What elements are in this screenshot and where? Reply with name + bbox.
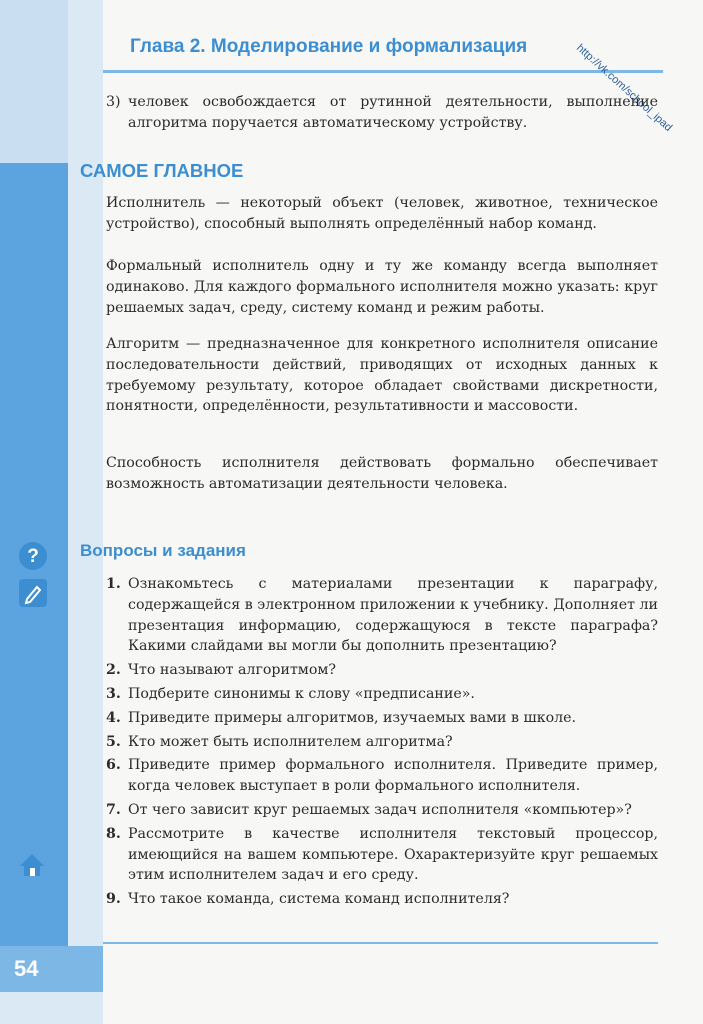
question-number: 5.	[106, 733, 121, 750]
question-number: 4.	[106, 709, 121, 726]
question-number: 1.	[106, 576, 121, 592]
question-text: От чего зависит круг решаемых задач исполнителя «компьютер»?	[128, 801, 632, 818]
question-text: Приведите примеры алгоритмов, изучаемых вами в школе.	[128, 709, 577, 726]
summary-paragraph: Алгоритм — предназначенное для конкретного исполнителя описание последовательности действий, приводящих от исходных данных к требуемому результату, которое обладает свойствами дискретности, понятности, определённости, результативности и массовости.	[106, 336, 658, 415]
summary-heading: САМОЕ ГЛАВНОЕ	[80, 160, 244, 181]
question-text: Что такое команда, система команд исполнителя?	[128, 891, 510, 908]
question-number: 8.	[106, 825, 121, 842]
question-number: 2.	[106, 662, 121, 679]
question-item	[106, 824, 658, 886]
question-text: Что называют алгоритмом?	[128, 662, 337, 679]
question-number: 3.	[106, 685, 121, 702]
question-item	[106, 660, 658, 681]
question-item	[106, 755, 658, 797]
summary-paragraph: Исполнитель — некоторый объект (человек, животное, техническое устройство), способный выполнять определённый набор команд.	[106, 195, 658, 232]
question-item	[106, 684, 658, 705]
home-icon	[18, 852, 46, 878]
svg-text:?: ?	[27, 546, 39, 567]
questions-list	[106, 574, 658, 913]
question-number: 7.	[106, 801, 121, 818]
list-item-number: 3)	[106, 94, 121, 110]
list-item-text: человек освобождается от рутинной деятельности, выполнение алгоритма поручается автоматическому устройству.	[128, 94, 658, 131]
question-number: 6.	[106, 757, 121, 774]
question-item	[106, 708, 658, 729]
list-item-3	[106, 92, 658, 134]
pencil-icon	[18, 578, 48, 608]
questions-heading: Вопросы и задания	[80, 541, 246, 560]
summary-paragraph: Способность исполнителя действовать формально обеспечивает возможность автоматизации деятельности человека.	[106, 455, 658, 492]
sidebar-top	[0, 0, 68, 163]
question-icon	[18, 541, 48, 571]
chapter-title: Глава 2. Моделирование и формализация	[130, 36, 528, 57]
question-text: Рассмотрите в качестве исполнителя текстовый процессор, имеющийся на вашем компьютере. Охарактеризуйте круг решаемых этим исполнителем задач и его среду.	[128, 825, 658, 884]
summary-paragraph: Формальный исполнитель одну и ту же команду всегда выполняет одинаково. Для каждого формального исполнителя можно указать: круг решаемых задач, среду, систему команд и режим работы.	[106, 258, 658, 316]
question-item	[106, 732, 658, 753]
footer-rule	[103, 942, 658, 944]
watermark-link[interactable]: http://vk.com/school_ipad	[573, 42, 675, 134]
question-item	[106, 889, 658, 910]
question-text: Ознакомьтесь с материалами презентации к параграфу, содержащейся в электронном приложении к учебнику. Дополняет ли презентация информацию, содержащуюся в тексте параграфа? Какими слайдами вы могли бы дополнить презентацию?	[128, 576, 658, 655]
question-item	[106, 574, 658, 657]
question-text: Подберите синонимы к слову «предписание».	[128, 685, 475, 702]
question-item	[106, 800, 658, 821]
page-number: 54	[0, 946, 103, 992]
question-text: Кто может быть исполнителем алгоритма?	[128, 733, 453, 750]
question-text: Приведите пример формального исполнителя. Приведите пример, когда человек выступает в роли формального исполнителя.	[128, 757, 658, 795]
question-number: 9.	[106, 891, 121, 908]
